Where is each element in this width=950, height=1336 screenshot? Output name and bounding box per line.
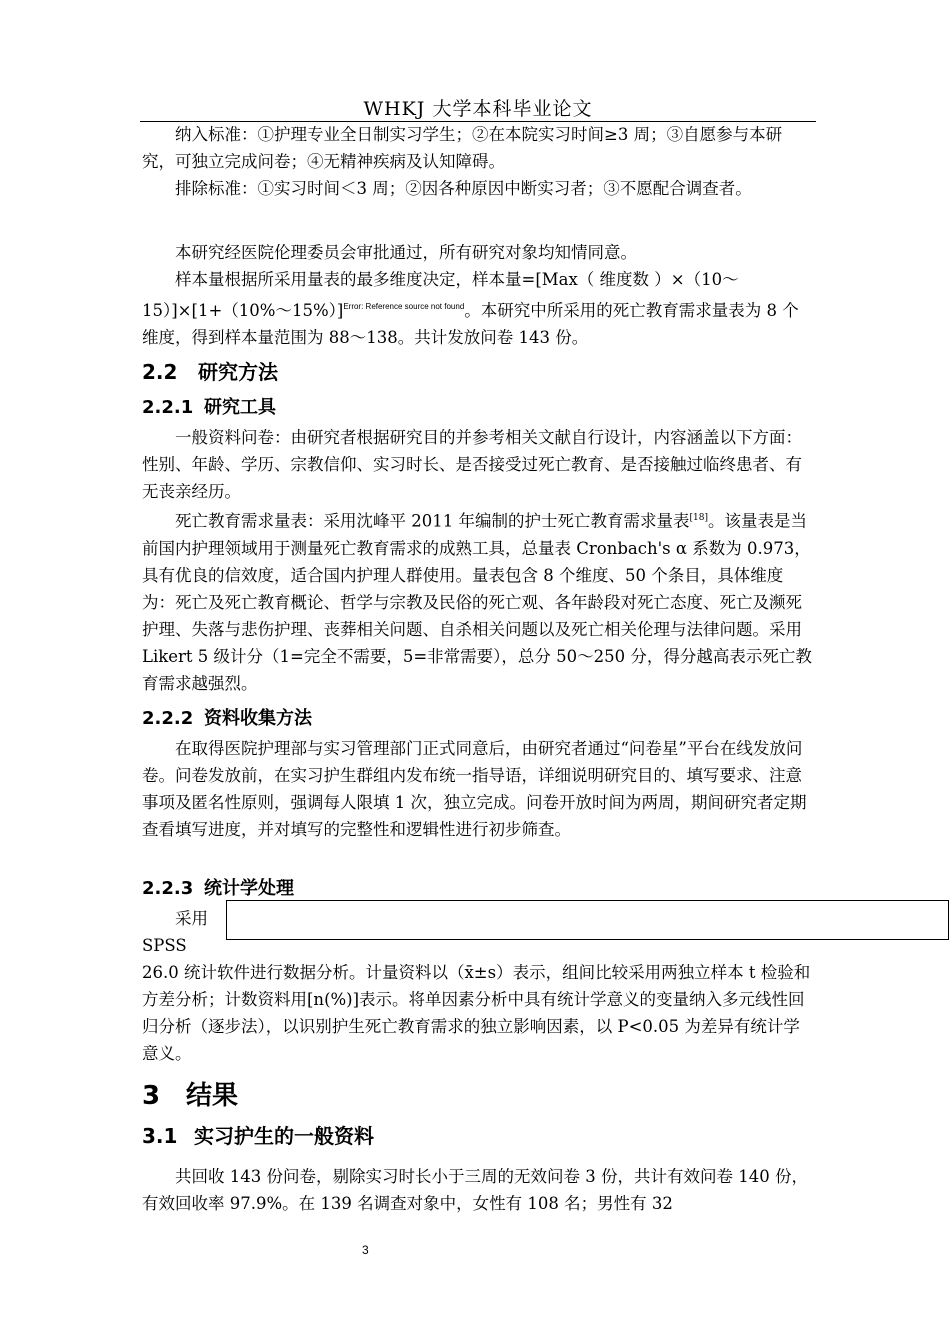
section-heading-3-1: 3.1 实习护生的一般资料 [142, 1124, 374, 1148]
section-heading-2-2-1: 2.2.1 研究工具 [142, 397, 276, 418]
reference-error: Error: Reference source not found [343, 302, 465, 311]
inclusion-criteria: 纳入标准：①护理专业全日制实习学生；②在本院实习时间≥3 周；③自愿参与本研究，可独立完成问卷；④无精神疾病及认知障碍。 [142, 125, 783, 171]
section-heading-2-2: 2.2 研究方法 [142, 360, 278, 384]
exclusion-criteria: 排除标准：①实习时间＜3 周；②因各种原因中断实习者；③不愿配合调查者。 [175, 179, 752, 198]
empty-text-box[interactable] [226, 900, 949, 940]
citation-18[interactable]: [18] [689, 513, 708, 523]
sample-size-paragraph: 样本量根据所采用量表的最多维度决定，样本量=[Max（ 维度数 ）×（10～15）]×[1+（10%～15%）]$^{Error: Reference source not found}$。本研究中所采用的死亡教育需求量表为 8 个维度，得到样本量范围为 88～138。共计发放问卷 143 份。 [142, 270, 799, 347]
statistics-paragraph: 26.0 统计软件进行数据分析。计量资料以（x̄±s）表示，组间比较采用两独立样本 t 检验和方差分析；计数资料用[n(%)]表示。将单因素分析中具有统计学意义的变量纳入多元线性回归分析（逐步法），以识别护生死亡教育需求的独立影响因素，以 P<0.05 为差异有统计学意义。 [142, 963, 811, 1063]
scale-paragraph: 死亡教育需求量表：采用沈峰平 2011 年编制的护士死亡教育需求量表[18]。该量表是当前国内护理领域用于测量死亡教育需求的成熟工具，总量表 Cronbach's α 系数为 0.973，具有优良的信效度，适合国内护理人群使用。量表包含 8 个维度、50 个条目，具体维度为：死亡及死亡教育概论、哲学与宗教及民俗的死亡观、各年龄段对死亡态度、死亡及濒死护理、失落与悲伤护理、丧葬相关问题、自杀相关问题以及死亡相关伦理与法律问题。采用 Likert 5 级计分（1=完全不需要，5=非常需要），总分 50～250 分，得分越高表示死亡教育需求越强烈。 [142, 511, 812, 693]
stats-lead-2: SPSS [142, 936, 187, 955]
section-heading-2-2-3: 2.2.3 统计学处理 [142, 878, 294, 899]
section-heading-3: 3 结果 [142, 1081, 239, 1111]
page-number: 3 [362, 1243, 369, 1257]
section-heading-2-2-2: 2.2.2 资料收集方法 [142, 708, 312, 729]
stats-lead-1: 采用 [175, 909, 208, 928]
data-collection-paragraph: 在取得医院护理部与实习管理部门正式同意后，由研究者通过“问卷星”平台在线发放问卷。问卷发放前，在实习护生群组内发布统一指导语，详细说明研究目的、填写要求、注意事项及匿名性原则，强调每人限填 1 次，独立完成。问卷开放时间为两周，期间研究者定期查看填写进度，并对填写的完整性和逻辑性进行初步筛查。 [142, 739, 807, 839]
page-header: WHKJ 大学本科毕业论文 [363, 98, 593, 120]
general-questionnaire-paragraph: 一般资料问卷：由研究者根据研究目的并参考相关文献自行设计，内容涵盖以下方面：性别、年龄、学历、宗教信仰、实习时长、是否接受过死亡教育、是否接触过临终患者、有无丧亲经历。 [142, 428, 802, 501]
ethics-statement: 本研究经医院伦理委员会审批通过，所有研究对象均知情同意。 [175, 243, 637, 262]
results-paragraph: 共回收 143 份问卷，剔除实习时长小于三周的无效问卷 3 份，共计有效问卷 140 份，有效回收率 97.9%。在 139 名调查对象中，女性有 108 名；男性有 32 [142, 1167, 808, 1213]
